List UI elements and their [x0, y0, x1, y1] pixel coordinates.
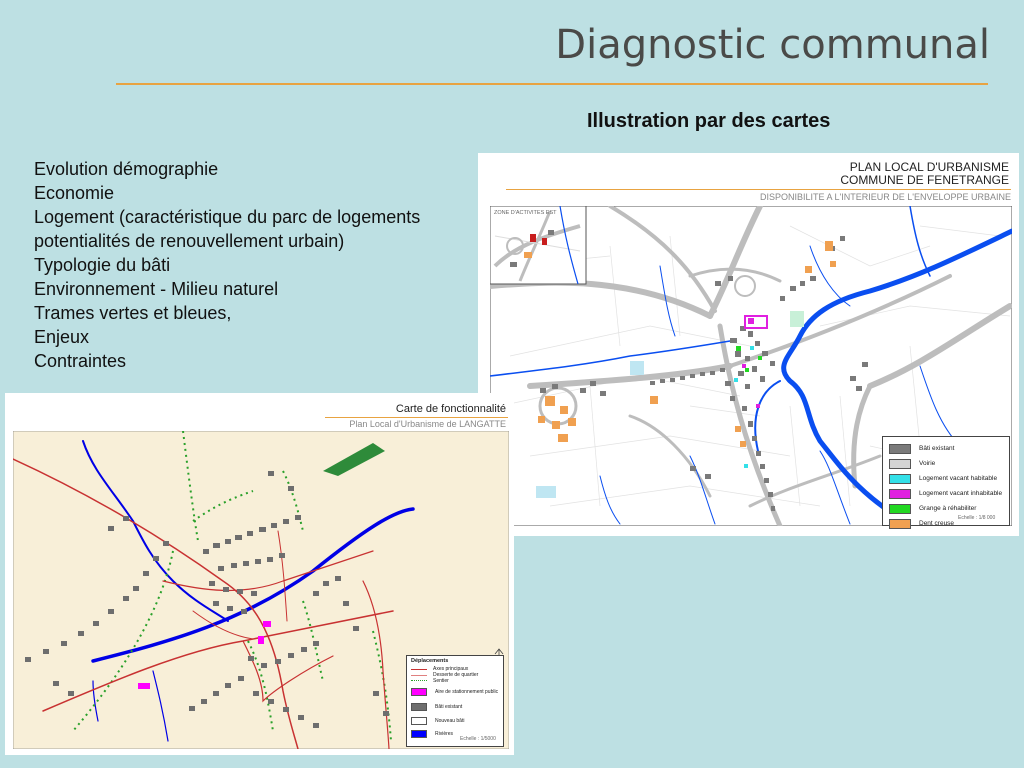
- topic-item: Typologie du bâti: [34, 255, 171, 275]
- legend-item: [407, 700, 503, 714]
- legend-line-swatch: [411, 680, 427, 682]
- topic-item: Logement (caractéristique du parc de logements: [34, 207, 421, 227]
- topic-item: Enjeux: [34, 327, 90, 347]
- legend-swatch: [411, 703, 427, 711]
- topic-list: [34, 157, 474, 373]
- legend-swatch: [889, 489, 911, 499]
- map-title-line2: COMMUNE DE FENETRANGE: [840, 173, 1009, 187]
- map-subtitle: DISPONIBILITE A L'INTERIEUR DE L'ENVELOPPE URBAINE: [759, 192, 1011, 202]
- legend-swatch: [889, 474, 911, 484]
- legend-label: Rivières: [435, 731, 454, 737]
- map-scale: Echelle : 1/5000: [460, 736, 496, 742]
- inset-label: ZONE D'ACTIVITES EST: [494, 210, 557, 216]
- map-title: Carte de fonctionnalité: [395, 403, 506, 415]
- legend-swatch: [411, 717, 427, 725]
- legend-label: Bâti existant: [919, 445, 955, 452]
- legend-label: Voirie: [919, 460, 936, 467]
- map-langatte: [5, 393, 514, 755]
- legend-swatch: [411, 730, 427, 738]
- legend-label: Logement vacant habitable: [919, 475, 998, 482]
- legend-line-swatch: [411, 669, 427, 670]
- topic-item: Environnement - Milieu naturel: [34, 279, 279, 299]
- slide-subtitle: Illustration par des cartes: [587, 110, 831, 132]
- topic-item: Trames vertes et bleues,: [34, 303, 232, 323]
- legend-item: [407, 684, 503, 700]
- legend-swatch: [889, 444, 911, 454]
- slide-title: Diagnostic communal: [555, 22, 990, 68]
- topic-item: potentialités de renouvellement urbain): [34, 231, 345, 251]
- legend-label: Logement vacant inhabitable: [919, 490, 1003, 497]
- legend-item: [407, 714, 503, 728]
- legend-label: Nouveau bâti: [435, 718, 465, 724]
- map-scale: Echelle : 1/8 000: [958, 515, 996, 521]
- legend-label: Sentier: [433, 678, 449, 684]
- legend-label: Desserte de quartier: [433, 672, 479, 678]
- title-divider: [116, 83, 988, 85]
- legend-label: Dent creuse: [919, 520, 955, 527]
- topic-item: Evolution démographie: [34, 159, 219, 179]
- legend-swatch: [889, 519, 911, 529]
- legend-item: [883, 501, 1009, 516]
- legend-label: Grange à réhabiliter: [919, 505, 977, 512]
- map-title-rule: [506, 189, 1011, 190]
- map-title-rule: [325, 417, 508, 418]
- legend-label: Aire de stationnement public: [435, 689, 499, 695]
- legend-swatch: [889, 504, 911, 514]
- legend-line-swatch: [411, 675, 427, 676]
- legend-item: [883, 441, 1009, 456]
- legend-item: [883, 471, 1009, 486]
- map-fenetrange-legend: [882, 436, 1010, 526]
- topic-item: Contraintes: [34, 351, 127, 371]
- legend-label: Axes principaux: [433, 666, 469, 672]
- legend-swatch: [411, 688, 427, 696]
- map-langatte-legend: [406, 655, 504, 747]
- legend-label: Bâti existant: [435, 704, 463, 710]
- legend-item: [883, 486, 1009, 501]
- legend-title: Déplacements: [411, 658, 449, 664]
- map-fenetrange: [478, 153, 1019, 536]
- map-subtitle: Plan Local d'Urbanisme de LANGATTE: [349, 419, 506, 429]
- topic-item: Economie: [34, 183, 115, 203]
- legend-item: [883, 456, 1009, 471]
- map-title-line1: PLAN LOCAL D'URBANISME: [849, 160, 1009, 174]
- legend-swatch: [889, 459, 911, 469]
